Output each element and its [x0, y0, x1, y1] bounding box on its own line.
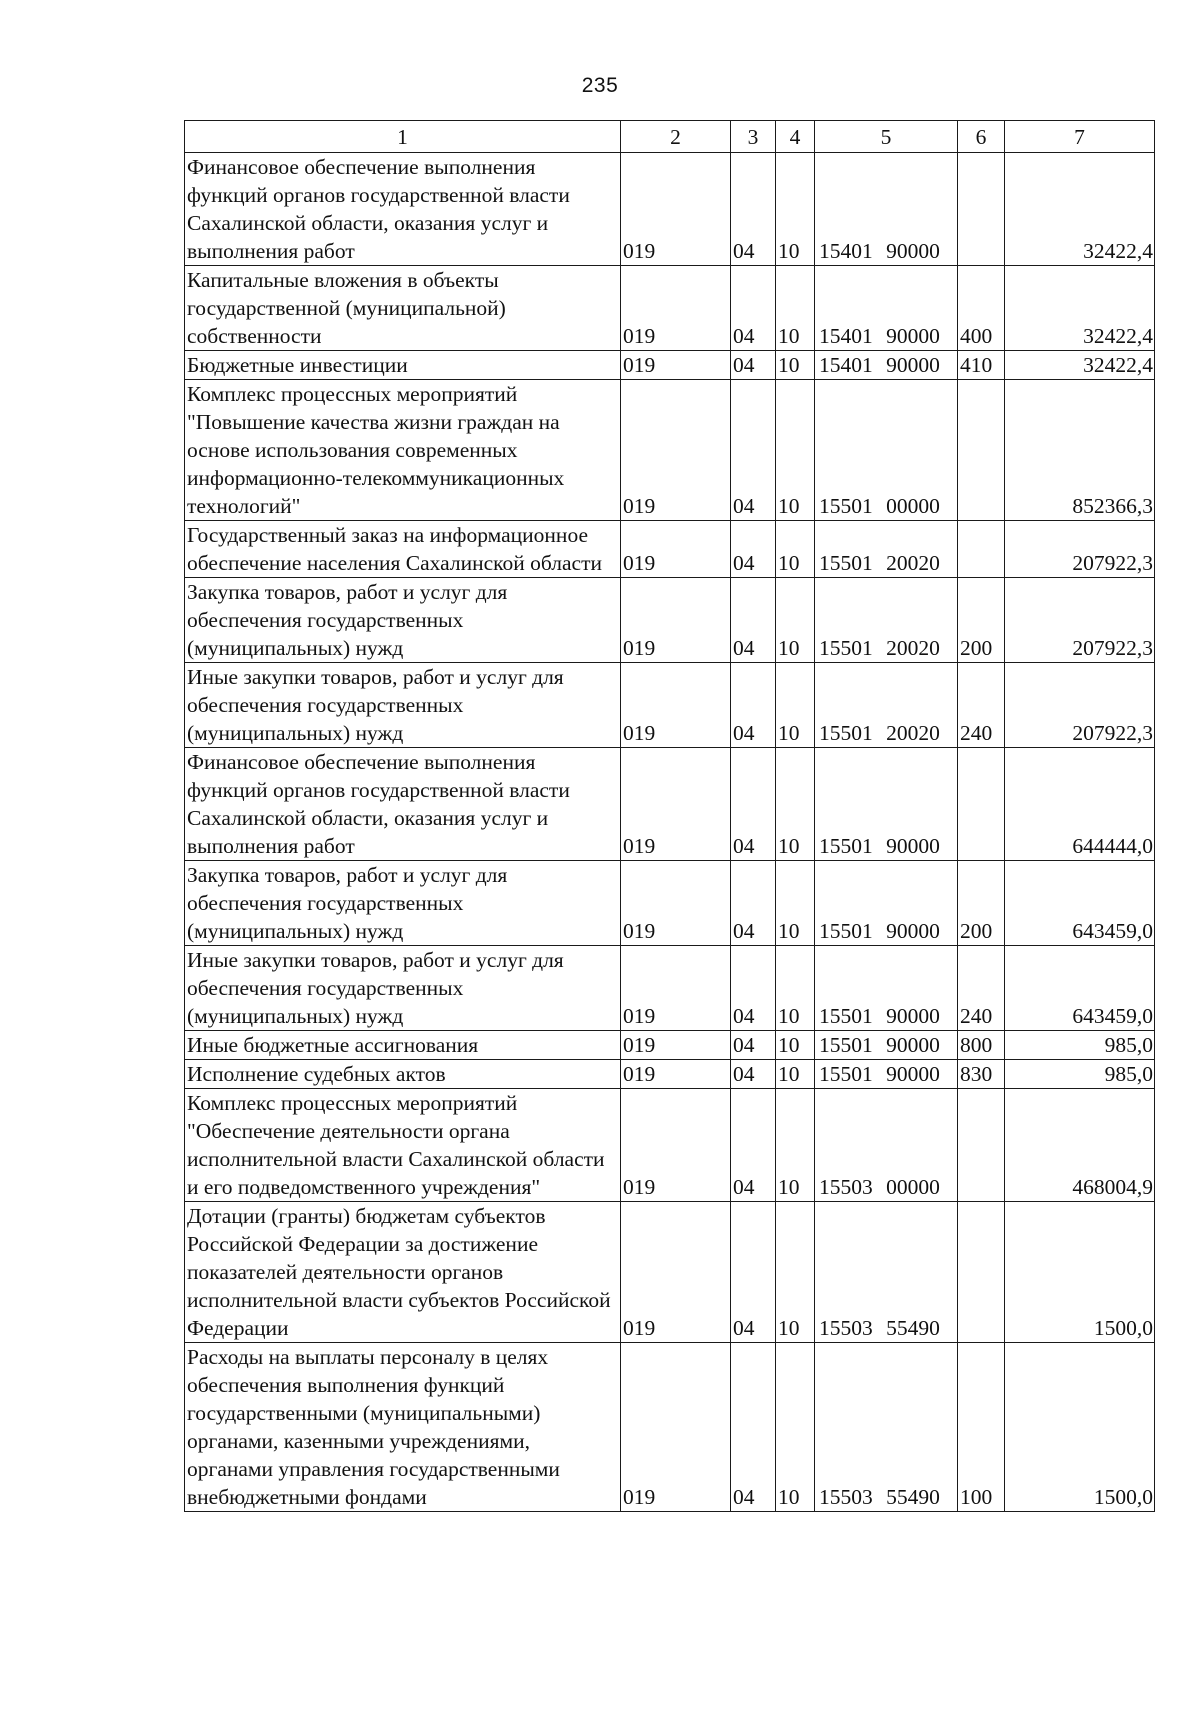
row-section-code: 04: [731, 748, 776, 861]
header-col-7: 7: [1005, 121, 1155, 153]
table-row: [185, 748, 1155, 861]
row-department-code: 019: [621, 1089, 731, 1202]
table-row: [185, 578, 1155, 663]
row-name-cell: Комплекс процессных мероприятий "Обеспечение деятельности органа исполнительной власти Сахалинской области и его подведомственного учреждения": [185, 1089, 621, 1202]
table-row: [185, 1343, 1155, 1512]
row-department-code: 019: [621, 1343, 731, 1512]
row-expense-type-code: 410: [958, 351, 1005, 380]
table-row: [185, 1089, 1155, 1202]
row-amount: 207922,3: [1005, 578, 1155, 663]
row-expense-type-code: 200: [958, 578, 1005, 663]
row-department-code: 019: [621, 578, 731, 663]
row-subsection-code: 10: [776, 1031, 815, 1060]
row-department-code: 019: [621, 946, 731, 1031]
row-subsection-code: 10: [776, 380, 815, 521]
row-name-cell: Государственный заказ на информационное обеспечение населения Сахалинской области: [185, 521, 621, 578]
header-col-2: 2: [621, 121, 731, 153]
row-name-cell: Исполнение судебных актов: [185, 1060, 621, 1089]
row-amount: 32422,4: [1005, 351, 1155, 380]
row-subsection-code: 10: [776, 153, 815, 266]
row-subsection-code: 10: [776, 1089, 815, 1202]
table-row: [185, 521, 1155, 578]
row-name-cell: Бюджетные инвестиции: [185, 351, 621, 380]
row-section-code: 04: [731, 1202, 776, 1343]
row-amount: 207922,3: [1005, 663, 1155, 748]
row-subsection-code: 10: [776, 946, 815, 1031]
row-target-article-code: 15501 90000: [815, 946, 958, 1031]
row-target-article-code: 15501 90000: [815, 748, 958, 861]
row-target-article-code: 15501 90000: [815, 861, 958, 946]
table-row: [185, 351, 1155, 380]
row-expense-type-code: 100: [958, 1343, 1005, 1512]
row-department-code: 019: [621, 748, 731, 861]
row-name-cell: Комплекс процессных мероприятий "Повышение качества жизни граждан на основе использования современных информационно-телекоммуникационных технологий": [185, 380, 621, 521]
header-col-5: 5: [815, 121, 958, 153]
row-target-article-code: 15501 20020: [815, 663, 958, 748]
row-target-article-code: 15503 55490: [815, 1343, 958, 1512]
row-amount: 32422,4: [1005, 266, 1155, 351]
row-target-article-code: 15401 90000: [815, 351, 958, 380]
table-row: [185, 1202, 1155, 1343]
row-expense-type-code: [958, 521, 1005, 578]
row-section-code: 04: [731, 578, 776, 663]
row-subsection-code: 10: [776, 578, 815, 663]
table-row: [185, 153, 1155, 266]
row-name-cell: Закупка товаров, работ и услуг для обеспечения государственных (муниципальных) нужд: [185, 578, 621, 663]
row-name-cell: Расходы на выплаты персоналу в целях обеспечения выполнения функций государственными (муниципальными) органами, казенными учреждениями, органами управления государственными внебюджетными фондами: [185, 1343, 621, 1512]
row-section-code: 04: [731, 351, 776, 380]
row-target-article-code: 15401 90000: [815, 153, 958, 266]
row-expense-type-code: [958, 380, 1005, 521]
row-amount: 644444,0: [1005, 748, 1155, 861]
table-body: [185, 153, 1155, 1512]
row-section-code: 04: [731, 521, 776, 578]
row-department-code: 019: [621, 521, 731, 578]
row-expense-type-code: [958, 1089, 1005, 1202]
row-name-cell: Капитальные вложения в объекты государственной (муниципальной) собственности: [185, 266, 621, 351]
row-target-article-code: 15501 20020: [815, 578, 958, 663]
budget-table: [184, 120, 1155, 1512]
row-department-code: 019: [621, 1031, 731, 1060]
row-expense-type-code: [958, 153, 1005, 266]
header-col-3: 3: [731, 121, 776, 153]
row-subsection-code: 10: [776, 351, 815, 380]
row-target-article-code: 15501 90000: [815, 1031, 958, 1060]
row-subsection-code: 10: [776, 1060, 815, 1089]
row-expense-type-code: 800: [958, 1031, 1005, 1060]
header-row: [185, 121, 1155, 153]
row-target-article-code: 15501 00000: [815, 380, 958, 521]
table-row: [185, 1031, 1155, 1060]
row-section-code: 04: [731, 861, 776, 946]
table-row: [185, 861, 1155, 946]
table-row: [185, 946, 1155, 1031]
row-section-code: 04: [731, 1060, 776, 1089]
row-section-code: 04: [731, 1089, 776, 1202]
row-section-code: 04: [731, 380, 776, 521]
row-target-article-code: 15503 00000: [815, 1089, 958, 1202]
row-name-cell: Иные бюджетные ассигнования: [185, 1031, 621, 1060]
row-name-cell: Финансовое обеспечение выполнения функций органов государственной власти Сахалинской области, оказания услуг и выполнения работ: [185, 748, 621, 861]
header-col-6: 6: [958, 121, 1005, 153]
row-subsection-code: 10: [776, 663, 815, 748]
row-department-code: 019: [621, 1060, 731, 1089]
row-section-code: 04: [731, 1031, 776, 1060]
row-subsection-code: 10: [776, 861, 815, 946]
row-expense-type-code: 200: [958, 861, 1005, 946]
row-section-code: 04: [731, 663, 776, 748]
row-amount: 1500,0: [1005, 1343, 1155, 1512]
row-amount: 852366,3: [1005, 380, 1155, 521]
row-section-code: 04: [731, 266, 776, 351]
row-amount: 643459,0: [1005, 946, 1155, 1031]
row-target-article-code: 15501 20020: [815, 521, 958, 578]
row-name-cell: Дотации (гранты) бюджетам субъектов Российской Федерации за достижение показателей деятельности органов исполнительной власти субъектов Российской Федерации: [185, 1202, 621, 1343]
row-department-code: 019: [621, 1202, 731, 1343]
row-name-cell: Иные закупки товаров, работ и услуг для обеспечения государственных (муниципальных) нужд: [185, 663, 621, 748]
header-col-1: 1: [185, 121, 621, 153]
row-amount: 1500,0: [1005, 1202, 1155, 1343]
row-section-code: 04: [731, 1343, 776, 1512]
row-expense-type-code: 400: [958, 266, 1005, 351]
row-target-article-code: 15501 90000: [815, 1060, 958, 1089]
row-subsection-code: 10: [776, 748, 815, 861]
row-amount: 468004,9: [1005, 1089, 1155, 1202]
row-subsection-code: 10: [776, 521, 815, 578]
table-row: [185, 266, 1155, 351]
header-col-4: 4: [776, 121, 815, 153]
row-amount: 985,0: [1005, 1031, 1155, 1060]
row-amount: 207922,3: [1005, 521, 1155, 578]
row-target-article-code: 15503 55490: [815, 1202, 958, 1343]
row-expense-type-code: 240: [958, 946, 1005, 1031]
row-amount: 643459,0: [1005, 861, 1155, 946]
table-row: [185, 663, 1155, 748]
row-department-code: 019: [621, 861, 731, 946]
row-expense-type-code: 240: [958, 663, 1005, 748]
row-expense-type-code: [958, 748, 1005, 861]
table-row: [185, 1060, 1155, 1089]
row-department-code: 019: [621, 380, 731, 521]
row-department-code: 019: [621, 153, 731, 266]
row-subsection-code: 10: [776, 1343, 815, 1512]
row-amount: 32422,4: [1005, 153, 1155, 266]
table-row: [185, 380, 1155, 521]
row-department-code: 019: [621, 663, 731, 748]
row-department-code: 019: [621, 351, 731, 380]
row-expense-type-code: 830: [958, 1060, 1005, 1089]
page-number: 235: [581, 74, 619, 97]
row-subsection-code: 10: [776, 266, 815, 351]
row-name-cell: Закупка товаров, работ и услуг для обеспечения государственных (муниципальных) нужд: [185, 861, 621, 946]
row-name-cell: Иные закупки товаров, работ и услуг для обеспечения государственных (муниципальных) нужд: [185, 946, 621, 1031]
row-section-code: 04: [731, 946, 776, 1031]
row-department-code: 019: [621, 266, 731, 351]
row-section-code: 04: [731, 153, 776, 266]
row-subsection-code: 10: [776, 1202, 815, 1343]
row-expense-type-code: [958, 1202, 1005, 1343]
row-amount: 985,0: [1005, 1060, 1155, 1089]
row-name-cell: Финансовое обеспечение выполнения функций органов государственной власти Сахалинской области, оказания услуг и выполнения работ: [185, 153, 621, 266]
row-target-article-code: 15401 90000: [815, 266, 958, 351]
